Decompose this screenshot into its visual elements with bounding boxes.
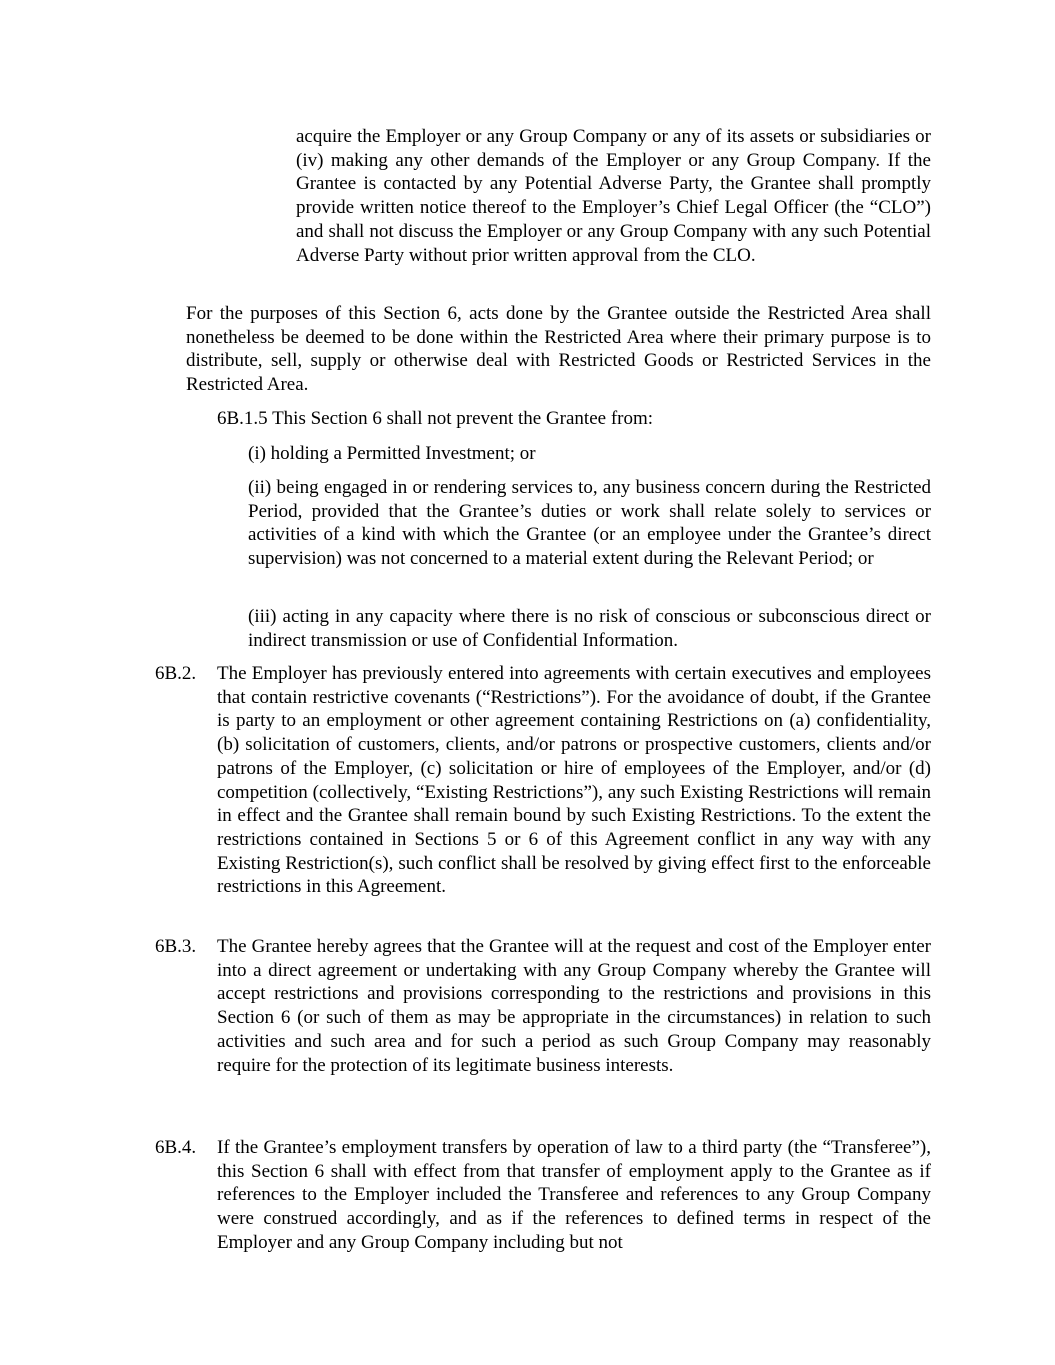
section-text: The Grantee hereby agrees that the Grantee will at the request and cost of the Employer enter into a direct agreement or undertaking with any Group Company whereby the Grantee will accept restrictions and provisions corresponding to the restrictions and provisions in this Section 6 (or such of them as may be appropriate in the circumstances) in relation to such activities and such area and for such a period as such Group Company may reasonably require for the protection of its legitimate business interests. (217, 936, 931, 1076)
section-text: If the Grantee’s employment transfers by operation of law to a third party (the “Transferee”), this Section 6 shall with effect from that transfer of employment apply to the Grantee as if references to the Employer included the Transferee and references to any Group Company were construed accordingly, and as if the references to defined terms in respect of the Employer and any Group Company including but not (217, 1137, 931, 1253)
section-number: 6B.2. (155, 663, 197, 684)
purposes-paragraph: For the purposes of this Section 6, acts done by the Grantee outside the Restricted Area shall nonetheless be deemed to be done within the Restricted Area where their primary purpose is to distribute, sell, supply or otherwise deal with Restricted Goods or Restricted Services in the Restricted Area. (186, 303, 931, 396)
clause-6b15-intro: 6B.1.5 This Section 6 shall not prevent the Grantee from: (217, 408, 654, 429)
clause-item-iii: (iii) acting in any capacity where there is no risk of conscious or subconscious direct or indirect transmission or use of Confidential Information. (248, 606, 931, 651)
clause-item-i: (i) holding a Permitted Investment; or (248, 443, 536, 464)
clause-item-ii: (ii) being engaged in or rendering services to, any business concern during the Restricted Period, provided that the Grantee’s duties or work shall relate solely to services or activities of a kind with which the Grantee (or an employee under the Grantee’s direct supervision) was not concerned to a material extent during the Relevant Period; or (248, 477, 931, 570)
section-text: The Employer has previously entered into agreements with certain executives and employees that contain restrictive covenants (“Restrictions”). For the avoidance of doubt, if the Grantee is party to an employment or other agreement containing Restrictions on (a) confidentiality, (b) solicitation of customers, clients, and/or patrons or prospective customers, clients and/or patrons of the Employer, (c) solicitation or hire of employees of the Employer, and/or (d) competition (collectively, “Existing Restrictions”), any such Existing Restrictions will remain in effect and the Grantee shall remain bound by such Existing Restrictions. To the extent the restrictions contained in Sections 5 or 6 of this Agreement conflict in any way with any Existing Restriction(s), such conflict shall be resolved by giving effect first to the enforceable restrictions in this Agreement. (217, 663, 931, 898)
section-number: 6B.3. (155, 936, 197, 957)
continuation-paragraph: acquire the Employer or any Group Company or any of its assets or subsidiaries or (iv) making any other demands of the Employer or any Group Company. If the Grantee is contacted by any Potential Adverse Party, the Grantee shall promptly provide written notice thereof to the Employer’s Chief Legal Officer (the “CLO”) and shall not discuss the Employer or any Group Company with any such Potential Adverse Party without prior written approval from the CLO. (296, 126, 931, 266)
section-number: 6B.4. (155, 1137, 197, 1158)
